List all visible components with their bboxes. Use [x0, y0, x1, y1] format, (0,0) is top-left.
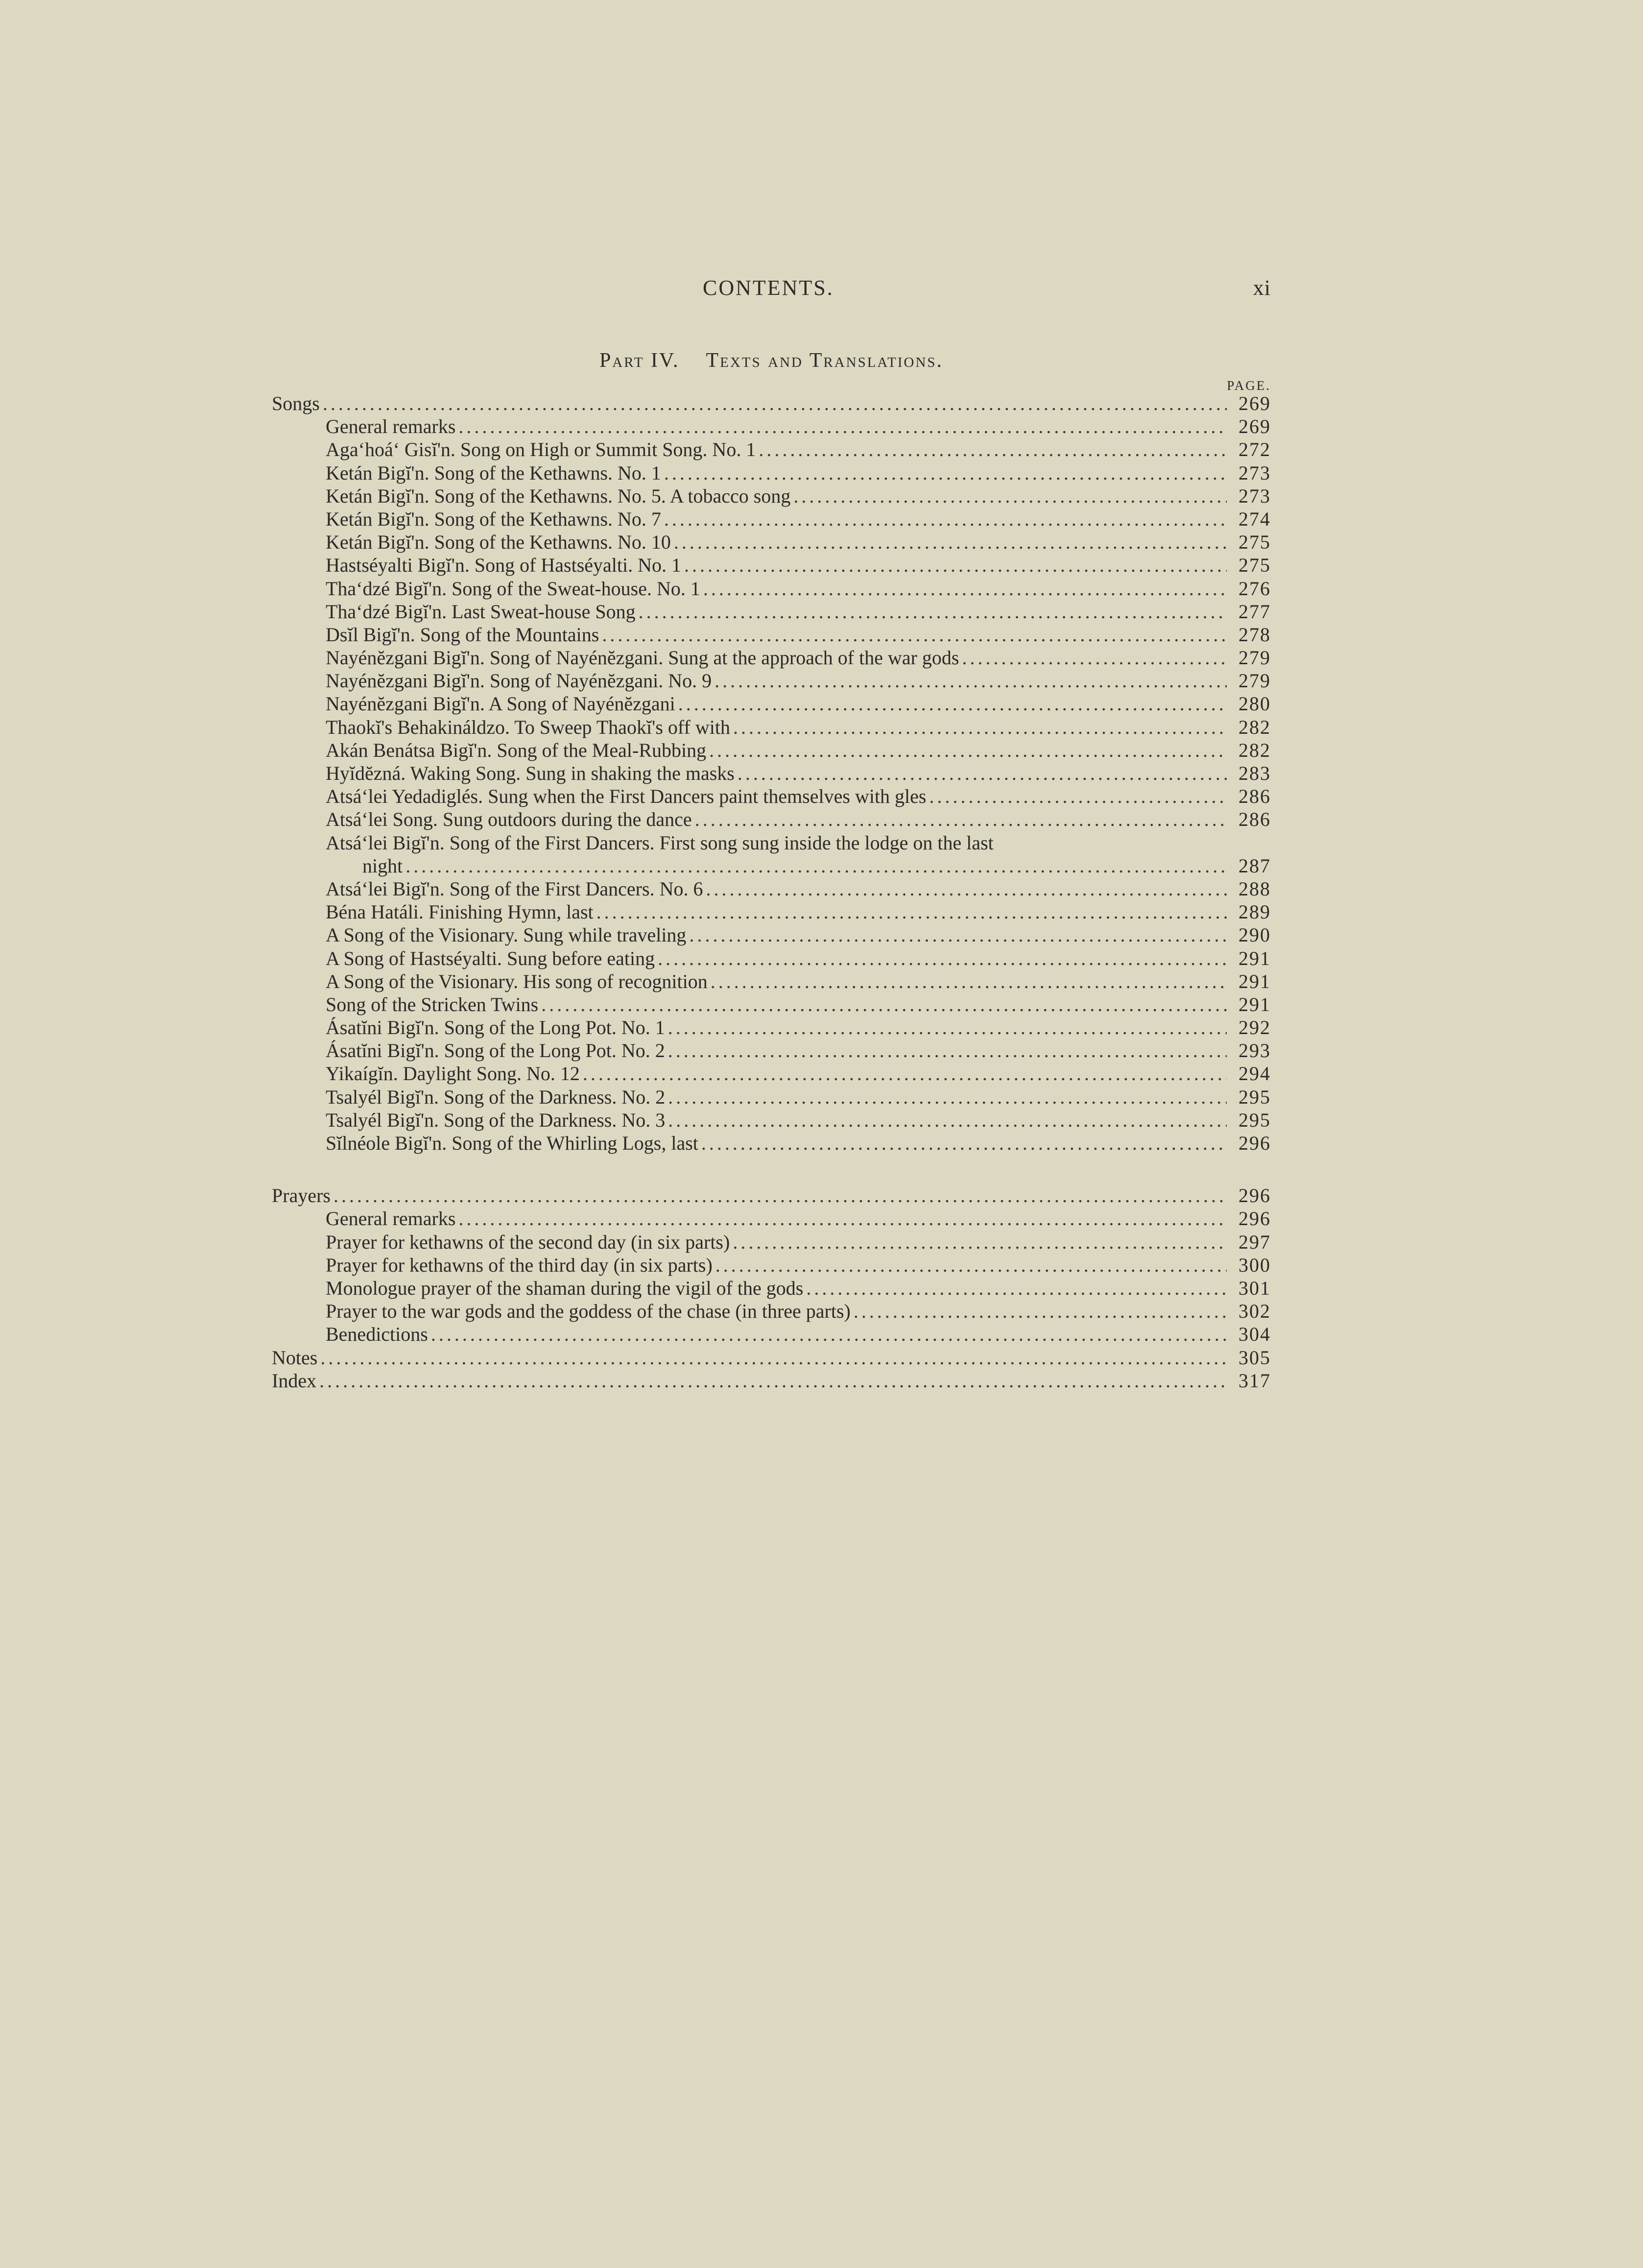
dot-leader [458, 1207, 1227, 1230]
toc-entry-text: Béna Hatáli. Finishing Hymn, last [326, 901, 594, 923]
toc-page-number: 282 [1238, 716, 1271, 738]
toc-entry-text: A Song of the Visionary. His song of recognition [326, 970, 708, 992]
toc-entry[interactable] [272, 1132, 1271, 1155]
toc-page-number: 269 [1238, 392, 1271, 414]
toc-entry-text: A Song of the Visionary. Sung while traveling [326, 924, 687, 946]
table-of-contents [272, 392, 1271, 1392]
toc-entry[interactable] [272, 785, 1271, 808]
toc-section-index[interactable] [272, 1369, 1271, 1392]
toc-entry-text: Ásatĭni Bigĭ'n. Song of the Long Pot. No. 2 [326, 1039, 665, 1062]
toc-page-number: 291 [1238, 970, 1271, 992]
dot-leader [458, 415, 1227, 438]
dot-leader [319, 1369, 1227, 1392]
section-gap [272, 1155, 1271, 1184]
toc-page-number: 292 [1238, 1016, 1271, 1039]
toc-entry-text: Notes [272, 1346, 318, 1369]
toc-page-number: 272 [1238, 438, 1271, 461]
dot-leader [689, 923, 1227, 946]
songs-list [272, 415, 1271, 1155]
toc-entry-text: Sĭlnéole Bigĭ'n. Song of the Whirling Logs, last [326, 1132, 698, 1154]
toc-entry-text: Ketán Bigĭ'n. Song of the Kethawns. No. 5. A tobacco song [326, 484, 791, 507]
dot-leader [709, 739, 1227, 762]
toc-page-number: 273 [1238, 461, 1271, 484]
toc-page-number: 294 [1238, 1062, 1271, 1085]
page-folio: xi [1253, 276, 1271, 300]
toc-entry[interactable] [272, 1277, 1271, 1300]
toc-entry-text: General remarks [326, 415, 456, 438]
toc-page-number: 283 [1238, 762, 1271, 784]
dot-leader [320, 1346, 1227, 1369]
toc-entry[interactable] [272, 1109, 1271, 1132]
toc-page-number: 286 [1238, 808, 1271, 831]
toc-page-number: 269 [1238, 415, 1271, 438]
toc-entry-text: Hyĭdĕzná. Waking Song. Sung in shaking the masks [326, 762, 735, 784]
toc-entry-text: Thaokĭ's Behakináldzo. To Sweep Thaokĭ's off with [326, 716, 730, 738]
toc-page-number: 297 [1238, 1231, 1271, 1253]
toc-entry[interactable] [272, 415, 1271, 438]
toc-entry[interactable] [272, 1039, 1271, 1062]
toc-entry-text: Atsá‘lei Song. Sung outdoors during the dance [326, 808, 692, 831]
toc-entry[interactable] [272, 808, 1271, 831]
toc-entry[interactable] [272, 554, 1271, 577]
toc-page-number: 301 [1238, 1277, 1271, 1299]
dot-leader [715, 1254, 1227, 1277]
toc-entry-text: Atsá‘lei Yedadiglés. Sung when the First Dancers paint themselves with gles [326, 785, 927, 808]
dot-leader [733, 716, 1227, 739]
toc-entry-text: Hastséyalti Bigĭ'n. Song of Hastséyalti. No. 1 [326, 554, 682, 577]
toc-entry-text: Tsalyél Bigĭ'n. Song of the Darkness. No. 2 [326, 1086, 666, 1108]
toc-page-number: 282 [1238, 739, 1271, 761]
toc-page-number: 273 [1238, 484, 1271, 507]
running-head [272, 275, 1271, 305]
toc-section-notes[interactable] [272, 1346, 1271, 1369]
toc-entry-text: Prayers [272, 1184, 331, 1207]
toc-page-number: 286 [1238, 785, 1271, 808]
toc-entry-text: Nayénĕzgani Bigĭ'n. A Song of Nayénĕzgani [326, 693, 675, 715]
toc-entry-text: Nayénĕzgani Bigĭ'n. Song of Nayénĕzgani. No. 9 [326, 670, 712, 692]
toc-entry[interactable] [272, 1323, 1271, 1346]
toc-page-number: 274 [1238, 507, 1271, 530]
toc-page-number: 295 [1238, 1086, 1271, 1108]
dot-leader [678, 692, 1227, 715]
toc-entry-text: Song of the Stricken Twins [326, 993, 539, 1015]
toc-entry-text: Prayer to the war gods and the goddess of the chase (in three parts) [326, 1300, 851, 1323]
toc-entry[interactable] [272, 739, 1271, 762]
dot-leader [929, 785, 1227, 808]
toc-entry[interactable] [272, 831, 1271, 854]
running-head-title: CONTENTS. [703, 276, 834, 300]
toc-page-number: 296 [1238, 1207, 1271, 1230]
dot-leader [759, 438, 1227, 461]
toc-page-number: 275 [1238, 554, 1271, 577]
toc-page-number: 296 [1238, 1184, 1271, 1207]
toc-entry[interactable] [272, 623, 1271, 646]
dot-leader [703, 577, 1227, 600]
toc-page-number: 317 [1238, 1369, 1271, 1392]
part-heading: Texts and Translations. [706, 349, 944, 372]
toc-page-number: 276 [1238, 577, 1271, 600]
toc-entry[interactable] [272, 1016, 1271, 1039]
toc-page-number: 279 [1238, 670, 1271, 692]
dot-leader [962, 646, 1227, 669]
dot-leader [658, 947, 1227, 970]
toc-page-number: 278 [1238, 623, 1271, 646]
toc-page-number: 277 [1238, 600, 1271, 623]
toc-entry-text: Songs [272, 392, 320, 414]
dot-leader [733, 1231, 1227, 1254]
dot-leader [639, 600, 1227, 623]
toc-entry[interactable] [272, 947, 1271, 970]
toc-entry[interactable] [272, 716, 1271, 739]
dot-leader [684, 554, 1227, 577]
dot-leader [738, 762, 1227, 785]
toc-page-number: 289 [1238, 901, 1271, 923]
toc-entry-text: night [362, 854, 403, 877]
toc-entry[interactable] [272, 461, 1271, 484]
toc-page-number: 300 [1238, 1254, 1271, 1276]
toc-entry-text: Tha‘dzé Bigĭ'n. Song of the Sweat-house. No. 1 [326, 577, 700, 600]
toc-entry-text: Ketán Bigĭ'n. Song of the Kethawns. No. 1 [326, 461, 661, 484]
dot-leader [668, 1109, 1227, 1132]
toc-entry-text: Atsá‘lei Bigĭ'n. Song of the First Dancers. No. 6 [326, 877, 703, 900]
toc-entry-continuation[interactable] [272, 854, 1271, 877]
page-column-label: PAGE. [1227, 378, 1271, 393]
toc-page-number: 290 [1238, 924, 1271, 946]
toc-entry-text: General remarks [326, 1207, 456, 1230]
dot-leader [323, 392, 1227, 415]
toc-entry[interactable] [272, 993, 1271, 1016]
dot-leader [664, 461, 1227, 484]
toc-section-songs[interactable] [272, 392, 1271, 415]
toc-entry-text: Nayénĕzgani Bigĭ'n. Song of Nayénĕzgani. Sung at the approach of the war gods [326, 647, 959, 669]
dot-leader [664, 507, 1227, 531]
toc-entry-text: Tha‘dzé Bigĭ'n. Last Sweat-house Song [326, 600, 636, 623]
toc-entry-text: A Song of Hastséyalti. Sung before eating [326, 947, 655, 969]
toc-page-number: 305 [1238, 1346, 1271, 1369]
toc-entry[interactable] [272, 970, 1271, 993]
toc-entry-text: Tsalyél Bigĭ'n. Song of the Darkness. No. 3 [326, 1109, 666, 1131]
toc-entry-text: Aga‘hoá‘ Gisĭ'n. Song on High or Summit Song. No. 1 [326, 438, 756, 461]
toc-entry-text: Dsĭl Bigĭ'n. Song of the Mountains [326, 623, 599, 646]
dot-leader [668, 1086, 1227, 1109]
toc-entry-text: Prayer for kethawns of the third day (in six parts) [326, 1254, 713, 1276]
dot-leader [674, 531, 1227, 554]
toc-section-prayers[interactable] [272, 1184, 1271, 1207]
prayers-list [272, 1207, 1271, 1346]
toc-entry-text: Yikaígĭn. Daylight Song. No. 12 [326, 1062, 580, 1085]
dot-leader [602, 623, 1227, 646]
dot-leader [701, 1132, 1227, 1155]
toc-entry-text: Ásatĭni Bigĭ'n. Song of the Long Pot. No. 1 [326, 1016, 665, 1039]
toc-entry[interactable] [272, 762, 1271, 785]
toc-entry[interactable] [272, 669, 1271, 692]
part-title [272, 349, 1271, 372]
toc-page-number: 288 [1238, 877, 1271, 900]
dot-leader [596, 900, 1227, 923]
toc-page-number: 275 [1238, 531, 1271, 554]
toc-entry-text: Monologue prayer of the shaman during the vigil of the gods [326, 1277, 804, 1299]
toc-page-number: 287 [1238, 854, 1271, 877]
toc-entry[interactable] [272, 1062, 1271, 1085]
toc-page-number: 296 [1238, 1132, 1271, 1154]
toc-entry-text: Akán Benátsa Bigĭ'n. Song of the Meal-Rubbing [326, 739, 707, 761]
toc-page-number: 295 [1238, 1109, 1271, 1131]
toc-page-number: 302 [1238, 1300, 1271, 1323]
toc-entry[interactable] [272, 1300, 1271, 1323]
dot-leader [706, 877, 1227, 900]
toc-entry[interactable] [272, 900, 1271, 923]
toc-entry[interactable] [272, 438, 1271, 461]
toc-entry[interactable] [272, 531, 1271, 554]
toc-entry[interactable] [272, 1207, 1271, 1230]
toc-entry[interactable] [272, 484, 1271, 507]
dot-leader [806, 1277, 1227, 1300]
dot-leader [695, 808, 1227, 831]
toc-entry-text: Index [272, 1369, 317, 1392]
dot-leader [793, 484, 1227, 507]
dot-leader [668, 1039, 1227, 1062]
toc-entry[interactable] [272, 577, 1271, 600]
toc-entry[interactable] [272, 507, 1271, 531]
toc-entry[interactable] [272, 877, 1271, 900]
dot-leader [668, 1016, 1227, 1039]
toc-page-number: 304 [1238, 1323, 1271, 1346]
toc-entry[interactable] [272, 692, 1271, 715]
toc-entry[interactable] [272, 1086, 1271, 1109]
toc-entry[interactable] [272, 646, 1271, 669]
toc-entry[interactable] [272, 1254, 1271, 1277]
part-number: Part IV. [599, 349, 680, 372]
toc-entry[interactable] [272, 1231, 1271, 1254]
toc-entry-text: Ketán Bigĭ'n. Song of the Kethawns. No. 10 [326, 531, 671, 554]
dot-leader [714, 669, 1227, 692]
dot-leader [854, 1300, 1227, 1323]
dot-leader [541, 993, 1227, 1016]
dot-leader [583, 1062, 1227, 1085]
toc-entry-text: Atsá‘lei Bigĭ'n. Song of the First Dancers. First song sung inside the lodge on the last [326, 831, 994, 854]
toc-entry-text: Prayer for kethawns of the second day (in six parts) [326, 1231, 730, 1253]
toc-page-number: 291 [1238, 947, 1271, 969]
dot-leader [711, 970, 1227, 993]
toc-page-number: 291 [1238, 993, 1271, 1015]
dot-leader [333, 1184, 1227, 1207]
toc-entry[interactable] [272, 923, 1271, 946]
toc-entry[interactable] [272, 600, 1271, 623]
toc-entry-text: Benedictions [326, 1323, 428, 1346]
toc-page-number: 279 [1238, 647, 1271, 669]
toc-page-number: 293 [1238, 1039, 1271, 1062]
dot-leader [405, 854, 1227, 877]
toc-page-number: 280 [1238, 693, 1271, 715]
dot-leader [431, 1323, 1227, 1346]
toc-entry-text: Ketán Bigĭ'n. Song of the Kethawns. No. 7 [326, 507, 661, 530]
